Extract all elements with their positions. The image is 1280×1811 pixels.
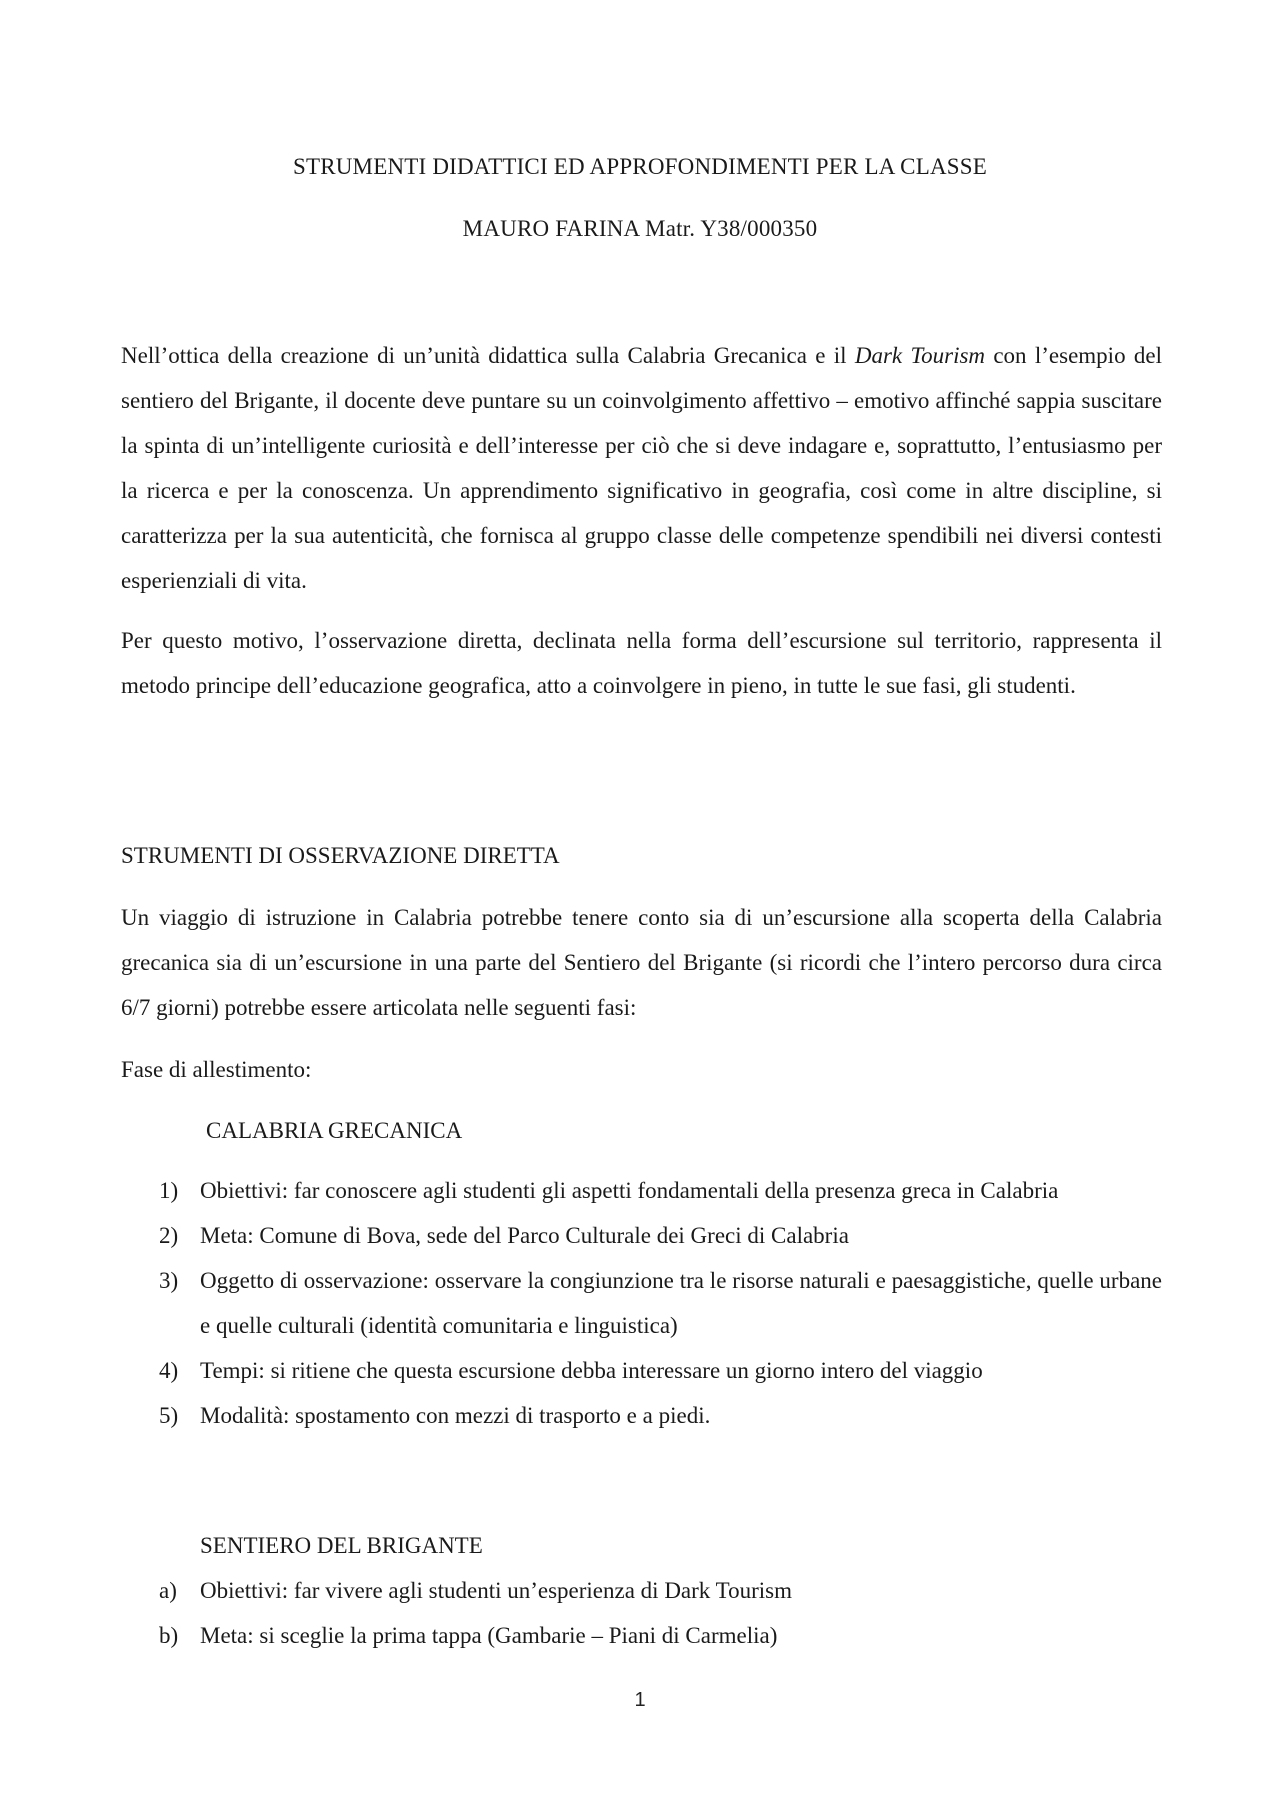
intro-italic-term: Dark Tourism — [854, 343, 986, 368]
intro-paragraph-2-text: Per questo motivo, l’osservazione diretta, declinata nella forma dell’escursione sul territorio, rappresenta il metodo principe dell’educazione geografica, atto a coinvolgere in pieno, in tutte le sue fasi, gli studenti. — [121, 628, 1162, 698]
list-item — [121, 1393, 1162, 1438]
grecanica-list — [121, 1168, 1162, 1438]
list-marker: 5) — [159, 1403, 179, 1428]
list-item-text: Obiettivi: far conoscere agli studenti gli aspetti fondamentali della presenza greca in Calabria — [200, 1178, 1059, 1203]
list-item-text: Modalità: spostamento con mezzi di trasporto e a piedi. — [200, 1403, 711, 1428]
list-item-text: Meta: Comune di Bova, sede del Parco Culturale dei Greci di Calabria — [200, 1223, 849, 1248]
author-line: MAURO FARINA Matr. Y38/000350 — [462, 216, 818, 241]
list-marker: 4) — [159, 1358, 179, 1383]
page-number: 1 — [634, 1689, 646, 1711]
brigante-heading: SENTIERO DEL BRIGANTE — [200, 1533, 483, 1558]
intro-paragraph-2 — [121, 618, 1162, 708]
list-marker: 3) — [159, 1268, 179, 1293]
list-item-text: Meta: si sceglie la prima tappa (Gambarie – Piani di Carmelia) — [200, 1623, 778, 1648]
list-marker: 1) — [159, 1178, 179, 1203]
list-item — [121, 1258, 1162, 1348]
list-marker: b) — [159, 1623, 179, 1648]
section-paragraph — [121, 895, 1162, 1030]
list-item-text: Oggetto di osservazione: osservare la congiunzione tra le risorse naturali e paesaggistiche, quelle urbane e quelle culturali (identità comunitaria e linguistica) — [200, 1268, 1162, 1338]
list-item — [121, 1568, 1162, 1613]
intro-text-end: con l’esempio del sentiero del Brigante, il docente deve puntare su un coinvolgimento affettivo – emotivo affinché sappia suscitare la spinta di un’intelligente curiosità e dell’interesse per ciò che si deve indagare e, soprattutto, l’entusiasmo per la ricerca e per la conoscenza. Un apprendimento significativo in geografia, così come in altre discipline, si caratterizza per la sua autenticità, che fornisca al gruppo classe delle competenze spendibili nei diversi contesti esperienziali di vita. — [121, 343, 1162, 593]
intro-paragraph-1 — [121, 333, 1162, 603]
list-marker: 2) — [159, 1223, 179, 1248]
list-item — [121, 1213, 1162, 1258]
list-item — [121, 1168, 1162, 1213]
list-item — [121, 1613, 1162, 1658]
section-heading: STRUMENTI DI OSSERVAZIONE DIRETTA — [121, 843, 560, 868]
list-item-text: Tempi: si ritiene che questa escursione debba interessare un giorno intero del viaggio — [200, 1358, 983, 1383]
brigante-list — [121, 1568, 1162, 1658]
document-title: STRUMENTI DIDATTICI ED APPROFONDIMENTI PER LA CLASSE — [292, 154, 988, 179]
intro-text-start: Nell’ottica della creazione di un’unità didattica sulla Calabria Grecanica e il — [121, 343, 855, 368]
section-paragraph-text: Un viaggio di istruzione in Calabria potrebbe tenere conto sia di un’escursione alla scoperta della Calabria grecanica sia di un’escursione in una parte del Sentiero del Brigante (si ricordi che l’intero percorso dura circa 6/7 giorni) potrebbe essere articolata nelle seguenti fasi: — [121, 905, 1162, 1020]
list-item — [121, 1348, 1162, 1393]
list-item-text: Obiettivi: far vivere agli studenti un’esperienza di Dark Tourism — [200, 1578, 792, 1603]
phase-label: Fase di allestimento: — [121, 1057, 312, 1082]
grecanica-heading: CALABRIA GRECANICA — [206, 1118, 463, 1143]
list-marker: a) — [159, 1578, 177, 1603]
